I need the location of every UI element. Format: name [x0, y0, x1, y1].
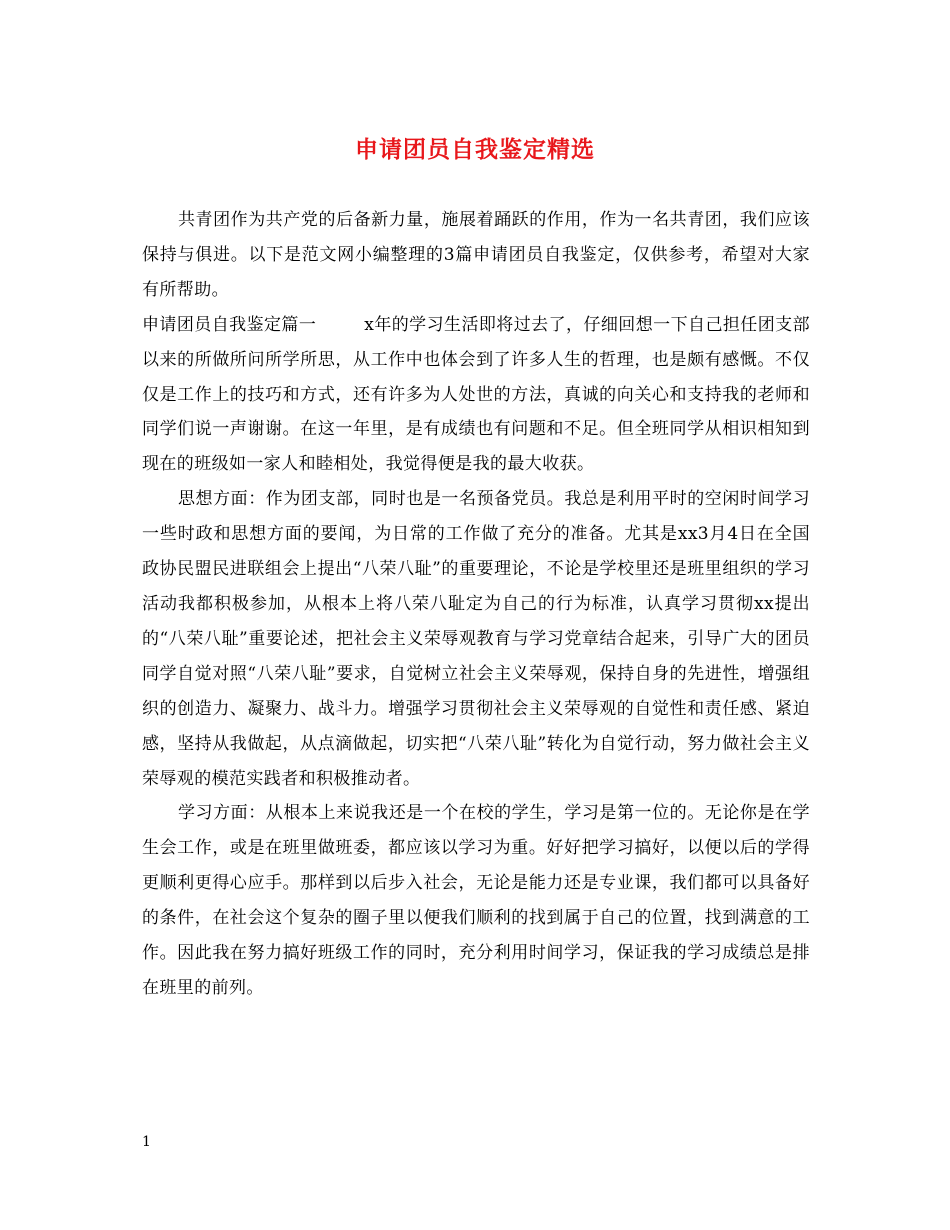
section-one-text: x年的学习生活即将过去了，仔细回想一下自己担任团支部以来的所做所问所学所思，从工作中也体会到了许多人生的哲理，也是颇有感慨。不仅仅是工作上的技巧和方式，还有许多为人处世的方法，真诚的向关心和支持我的老师和同学们说一声谢谢。在这一年里，是有成绩也有问题和不足。但全班同学从相识相知到现在的班级如一家人和睦相处，我觉得便是我的最大收获。: [142, 314, 810, 475]
study-paragraph: 学习方面：从根本上来说我还是一个在校的学生，学习是第一位的。无论你是在学生会工作，或是在班里做班委，都应该以学习为重。好好把学习搞好，以便以后的学得更顺利更得心应手。那样到以后步入社会，无论是能力还是专业课，我们都可以具备好的条件，在社会这个复杂的圈子里以便我们顺利的找到属于自己的位置，找到满意的工作。因此我在努力搞好班级工作的同时，充分利用时间学习，保证我的学习成绩总是排在班里的前列。: [142, 803, 810, 998]
document-title: 申请团员自我鉴定精选: [355, 136, 595, 163]
page-number: 1: [142, 1134, 151, 1150]
thought-paragraph: 思想方面：作为团支部，同时也是一名预备党员。我总是利用平时的空闲时间学习一些时政和思想方面的要闻，为日常的工作做了充分的准备。尤其是xx3月4日在全国政协民盟民进联组会上提出“八荣八耻”的重要理论，不论是学校里还是班里组织的学习活动我都积极参加，从根本上将八荣八耻定为自己的行为标准，认真学习贯彻xx提出的“八荣八耻”重要论述，把社会主义荣辱观教育与学习党章结合起来，引导广大的团员同学自觉对照“八荣八耻”要求，自觉树立社会主义荣辱观，保持自身的先进性，增强组织的创造力、凝聚力、战斗力。增强学习贯彻社会主义荣辱观的自觉性和责任感、紧迫感，坚持从我做起，从点滴做起，切实把“八荣八耻”转化为自觉行动，努力做社会主义荣辱观的模范实践者和积极推动者。: [142, 489, 810, 789]
section-one-heading: 申请团员自我鉴定篇一: [142, 314, 317, 335]
intro-paragraph: 共青团作为共产党的后备新力量，施展着踊跃的作用，作为一名共青团，我们应该保持与俱进。以下是范文网小编整理的3篇申请团员自我鉴定，仅供参考，希望对大家有所帮助。: [142, 210, 810, 300]
section-one-paragraph: [142, 308, 810, 483]
document-body: [142, 203, 810, 1006]
